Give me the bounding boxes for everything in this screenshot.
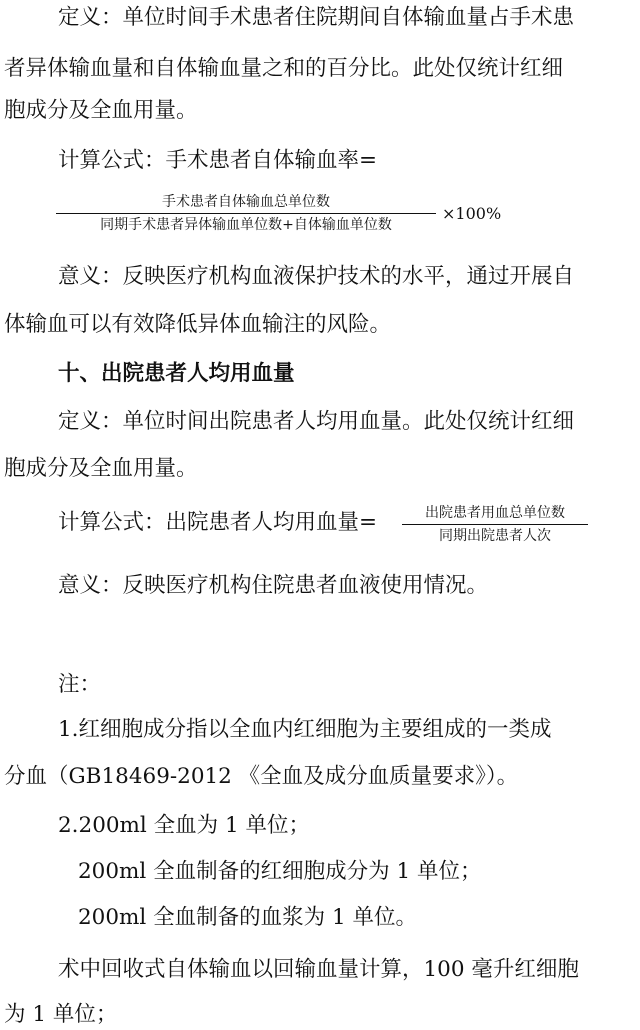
fraction-numerator: 手术患者自体输血总单位数 <box>162 194 330 210</box>
note-3-line-2: 为 1 单位； <box>4 1002 118 1027</box>
significance-line: 意义：反映医疗机构住院患者血液使用情况。 <box>58 573 489 598</box>
definition-line-2: 者异体输血量和自体输血量之和的百分比。此处仅统计红细 <box>4 56 564 81</box>
note-2-line-2: 200ml 全血制备的红细胞成分为 1 单位； <box>78 859 482 884</box>
definition-line-3: 胞成分及全血用量。 <box>4 98 198 123</box>
formula-multiplier: ×100% <box>442 204 502 223</box>
formula-label: 计算公式：出院患者人均用血量= <box>58 510 378 535</box>
definition-line-1: 定义：单位时间手术患者住院期间自体输血量占手术患 <box>58 5 575 30</box>
per-capita-blood-use-fraction <box>402 504 588 545</box>
note-3-line-1: 术中回收式自体输血以回输血量计算，100 毫升红细胞 <box>58 957 579 982</box>
notes-label: 注： <box>58 672 102 697</box>
significance-line-1: 意义：反映医疗机构血液保护技术的水平，通过开展自 <box>58 264 575 289</box>
section-heading: 十、出院患者人均用血量 <box>58 361 295 386</box>
significance-line-2: 体输血可以有效降低异体血输注的风险。 <box>4 312 392 337</box>
definition-line-1: 定义：单位时间出院患者人均用血量。此处仅统计红细 <box>58 409 575 434</box>
fraction-numerator: 出院患者用血总单位数 <box>425 505 565 521</box>
note-1-line-2: 分血（GB18469-2012 《全血及成分血质量要求》）。 <box>4 764 519 789</box>
fraction-denominator: 同期手术患者异体输血单位数+自体输血单位数 <box>100 217 392 233</box>
formula-label: 计算公式：手术患者自体输血率= <box>58 148 378 173</box>
self-transfusion-rate-fraction <box>56 193 436 234</box>
note-2-line-3: 200ml 全血制备的血浆为 1 单位。 <box>78 905 417 930</box>
note-1-line-1: 1.红细胞成分指以全血内红细胞为主要组成的一类成 <box>58 717 552 742</box>
definition-line-2: 胞成分及全血用量。 <box>4 456 198 481</box>
note-2-line-1: 2.200ml 全血为 1 单位； <box>58 813 310 838</box>
fraction-denominator: 同期出院患者人次 <box>439 528 551 544</box>
